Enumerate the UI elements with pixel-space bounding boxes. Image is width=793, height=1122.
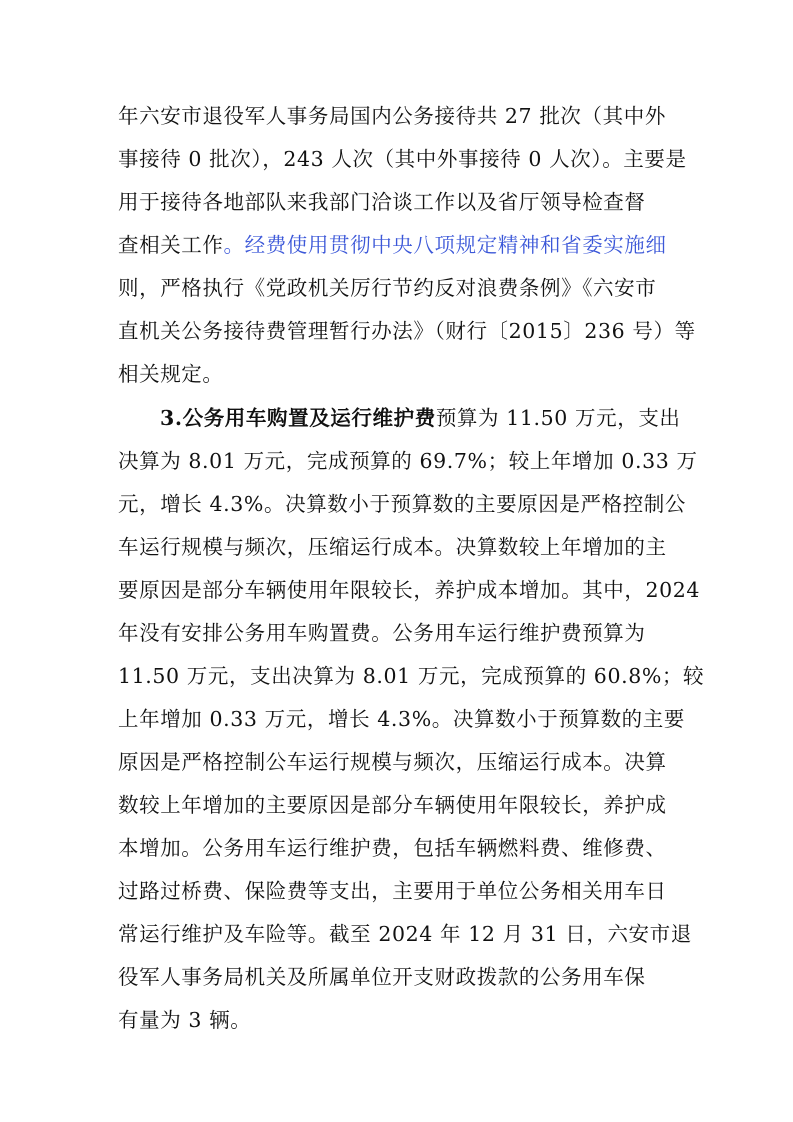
paragraph-2-line-6: 年没有安排公务用车购置费。公务用车运行维护费预算为 (118, 621, 646, 645)
paragraph-2-line-11: 本增加。公务用车运行维护费，包括车辆燃料费、维修费、 (118, 836, 667, 860)
paragraph-2-line-7: 11.50 万元，支出决算为 8.01 万元，完成预算的 60.8%；较 (118, 664, 705, 688)
paragraph-2-line-8: 上年增加 0.33 万元，增长 4.3%。决算数小于预算数的主要 (118, 707, 685, 731)
paragraph-2-line-4: 车运行规模与频次，压缩运行成本。决算数较上年增加的主 (118, 535, 667, 559)
paragraph-2-line-2: 决算为 8.01 万元，完成预算的 69.7%；较上年增加 0.33 万 (118, 449, 698, 473)
paragraph-2-line-12: 过路过桥费、保险费等支出，主要用于单位公务相关用车日 (118, 879, 667, 903)
paragraph-1-line-3: 用于接待各地部队来我部门洽谈工作以及省厅领导检查督 (118, 190, 646, 214)
paragraph-2-line-10: 数较上年增加的主要原因是部分车辆使用年限较长，养护成 (118, 793, 667, 817)
paragraph-1-line-2: 事接待 0 批次），243 人次（其中外事接待 0 人次）。主要是 (118, 147, 687, 171)
paragraph-2-line-1 (160, 405, 720, 431)
paragraph-2-line-14: 役军人事务局机关及所属单位开支财政拨款的公务用车保 (118, 965, 646, 989)
paragraph-2-line-13: 常运行维护及车险等。截至 2024 年 12 月 31 日，六安市退 (118, 922, 692, 946)
section-heading: 3.公务用车购置及运行维护费 (160, 406, 436, 430)
paragraph-1-line-1: 年六安市退役军人事务局国内公务接待共 27 批次（其中外 (118, 104, 666, 128)
paragraph-2-line-9: 原因是严格控制公车运行规模与频次，压缩运行成本。决算 (118, 750, 667, 774)
paragraph-1-line-4 (118, 232, 678, 258)
paragraph-1-line-5: 则，严格执行《党政机关厉行节约反对浪费条例》《六安市 (118, 276, 657, 300)
paragraph-2-line-15: 有量为 3 辆。 (118, 1008, 252, 1032)
paragraph-1-line-6: 直机关公务接待费管理暂行办法》（财行〔2015〕236 号）等 (118, 319, 696, 343)
paragraph-1-line-4-continuation: 。经费使用贯彻中央八项规定精神和省委实施细 (223, 233, 667, 257)
paragraph-2-line-5: 要原因是部分车辆使用年限较长，养护成本增加。其中，2024 (118, 578, 701, 602)
paragraph-1-line-4-text: 查相关工作 (118, 233, 224, 257)
paragraph-1-line-7: 相关规定。 (118, 362, 224, 386)
paragraph-2-line-3: 元，增长 4.3%。决算数小于预算数的主要原因是严格控制公 (118, 492, 686, 516)
paragraph-2-line-1-text: 预算为 11.50 万元，支出 (435, 406, 681, 430)
